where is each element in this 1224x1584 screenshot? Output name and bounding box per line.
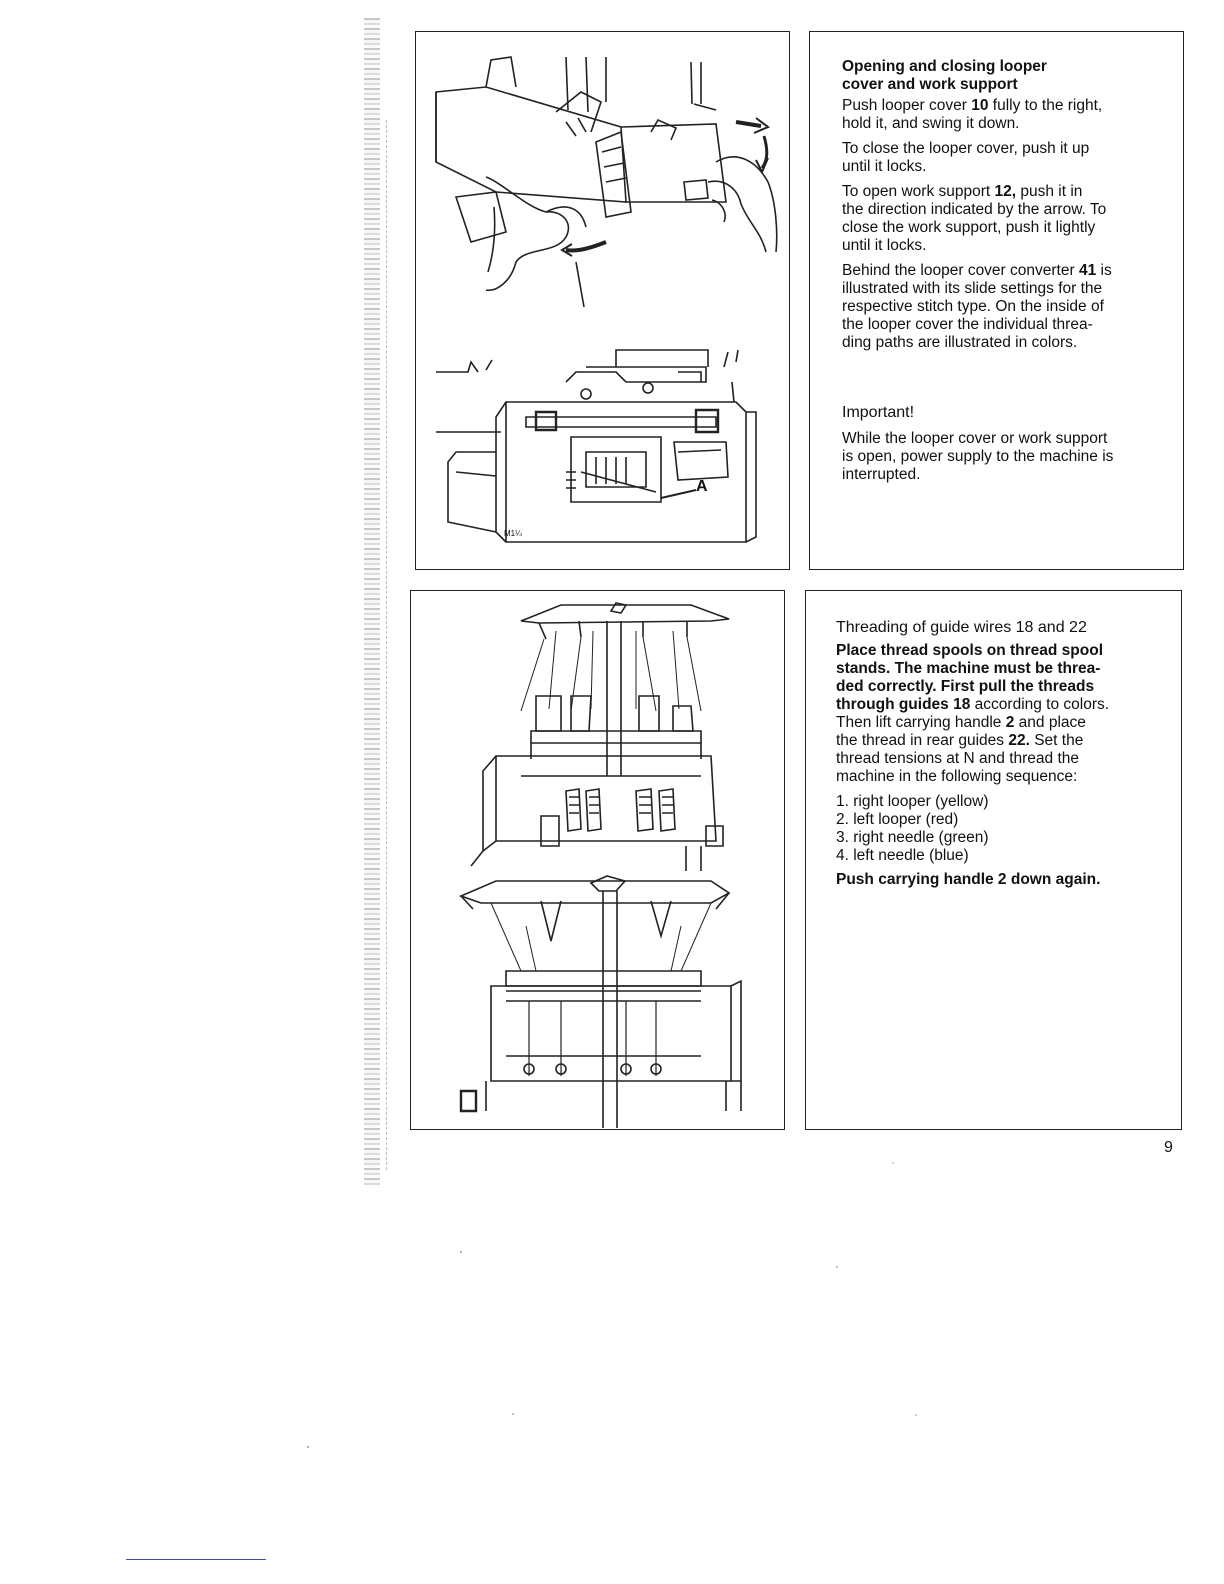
page-number: 9	[1164, 1139, 1173, 1156]
important-title: Important!	[842, 404, 915, 421]
sequence-step: 2. left looper (red)	[836, 811, 959, 828]
sequence-step: 4. left needle (blue)	[836, 847, 969, 864]
para-close-looper: To close the looper cover, push it up until it locks.	[842, 140, 1090, 175]
closing-instruction: Push carrying handle 2 down again.	[836, 871, 1101, 888]
important-text: While the looper cover or work support is open, power supply to the machine is interrupted.	[842, 430, 1114, 483]
para-converter: Behind the looper cover converter 41 is illustrated with its slide settings for the respective stitch type. On the inside of the looper cover the individual threa- ding paths are illustrated in colors.	[842, 262, 1112, 351]
sequence-step: 3. right needle (green)	[836, 829, 989, 846]
sequence-step: 1. right looper (yellow)	[836, 793, 989, 810]
figure-mark: M1¼	[504, 529, 522, 538]
para-push-looper: Push looper cover 10 fully to the right, hold it, and swing it down.	[842, 97, 1103, 132]
threading-paragraph: Place thread spools on thread spool stands. The machine must be threa- ded correctly. First pull the threads through guides 18 according to colors. Then lift carrying handle 2 and place the thread in rear guides 22. Set the thread tensions at N and thread the machine in the following sequence:	[836, 642, 1110, 785]
figure-label-a: A	[696, 478, 708, 495]
threading-intro: Threading of guide wires 18 and 22	[836, 619, 1087, 636]
para-work-support: To open work support 12, push it in the direction indicated by the arrow. To close the work support, push it lightly until it locks.	[842, 183, 1107, 254]
heading-opening-closing: Opening and closing looper cover and work support	[842, 58, 1047, 93]
